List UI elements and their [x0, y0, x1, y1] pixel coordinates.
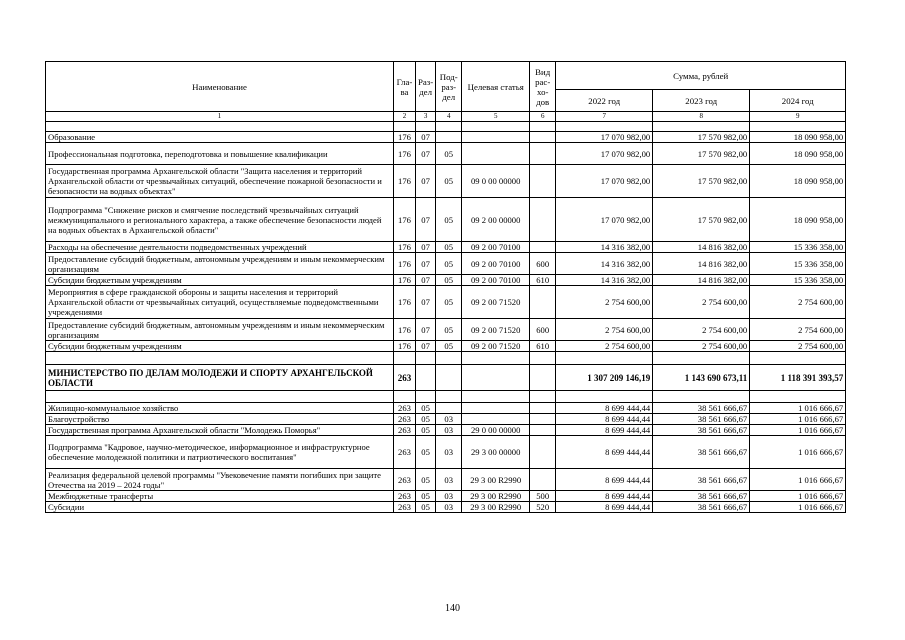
row-name-cell: Образование — [46, 132, 394, 143]
row-target-article-cell: 29 3 00 R2990 — [462, 502, 530, 513]
row-podrazdel-cell — [436, 132, 462, 143]
row-name-cell: МИНИСТЕРСТВО ПО ДЕЛАМ МОЛОДЕЖИ И СПОРТУ АРХАНГЕЛЬСКОЙ ОБЛАСТИ — [46, 365, 394, 391]
column-number: 3 — [416, 112, 436, 122]
budget-table — [45, 61, 846, 513]
row-podrazdel-cell — [436, 365, 462, 391]
row-glava-cell: 263 — [394, 502, 416, 513]
page-number: 140 — [445, 603, 460, 614]
row-sum-2022-cell — [556, 122, 653, 132]
column-number: 4 — [436, 112, 462, 122]
row-glava-cell: 263 — [394, 425, 416, 436]
row-expense-type-cell — [530, 469, 556, 491]
row-razdel-cell: 05 — [416, 414, 436, 425]
row-podrazdel-cell: 03 — [436, 469, 462, 491]
table-row — [46, 365, 846, 391]
row-sum-2024-cell: 1 016 666,67 — [750, 436, 846, 469]
row-name-cell: Межбюджетные трансферты — [46, 491, 394, 502]
row-name-cell: Благоустройство — [46, 414, 394, 425]
table-row — [46, 275, 846, 286]
row-expense-type-cell — [530, 286, 556, 319]
row-podrazdel-cell: 05 — [436, 165, 462, 198]
row-expense-type-cell — [530, 403, 556, 414]
column-number: 1 — [46, 112, 394, 122]
row-expense-type-cell: 600 — [530, 253, 556, 275]
row-razdel-cell: 05 — [416, 425, 436, 436]
row-expense-type-cell: 600 — [530, 319, 556, 341]
row-name-cell — [46, 352, 394, 365]
table-row — [46, 502, 846, 513]
column-numbers-row — [46, 112, 846, 122]
row-razdel-cell — [416, 365, 436, 391]
row-sum-2024-cell: 2 754 600,00 — [750, 341, 846, 352]
row-sum-2023-cell: 2 754 600,00 — [653, 319, 750, 341]
row-sum-2024-cell: 18 090 958,00 — [750, 143, 846, 165]
table-row — [46, 319, 846, 341]
row-target-article-cell: 29 3 00 00000 — [462, 436, 530, 469]
row-sum-2022-cell: 8 699 444,44 — [556, 414, 653, 425]
table-row — [46, 414, 846, 425]
row-sum-2022-cell: 8 699 444,44 — [556, 436, 653, 469]
row-name-cell — [46, 122, 394, 132]
row-razdel-cell: 07 — [416, 242, 436, 253]
table-row — [46, 425, 846, 436]
row-target-article-cell: 09 2 00 70100 — [462, 275, 530, 286]
row-target-article-cell: 09 0 00 00000 — [462, 165, 530, 198]
row-target-article-cell: 29 0 00 00000 — [462, 425, 530, 436]
row-podrazdel-cell: 05 — [436, 198, 462, 242]
row-target-article-cell: 29 3 00 R2990 — [462, 491, 530, 502]
row-razdel-cell: 07 — [416, 319, 436, 341]
row-sum-2022-cell: 8 699 444,44 — [556, 425, 653, 436]
row-podrazdel-cell: 05 — [436, 286, 462, 319]
row-name-cell: Субсидии бюджетным учреждениям — [46, 341, 394, 352]
row-sum-2024-cell: 2 754 600,00 — [750, 319, 846, 341]
column-number: 8 — [653, 112, 750, 122]
row-sum-2023-cell — [653, 352, 750, 365]
row-name-cell: Предоставление субсидий бюджетным, автономным учреждениям и иным некоммерческим организациям — [46, 319, 394, 341]
row-glava-cell: 176 — [394, 319, 416, 341]
row-target-article-cell: 09 2 00 70100 — [462, 242, 530, 253]
row-target-article-cell — [462, 352, 530, 365]
row-name-cell: Государственная программа Архангельской области "Молодежь Поморья" — [46, 425, 394, 436]
row-name-cell: Предоставление субсидий бюджетным, автономным учреждениям и иным некоммерческим организациям — [46, 253, 394, 275]
row-expense-type-cell: 610 — [530, 341, 556, 352]
column-number: 5 — [462, 112, 530, 122]
row-sum-2023-cell: 38 561 666,67 — [653, 436, 750, 469]
row-name-cell: Жилищно-коммунальное хозяйство — [46, 403, 394, 414]
row-target-article-cell: 09 2 00 71520 — [462, 341, 530, 352]
table-row — [46, 391, 846, 403]
row-glava-cell: 176 — [394, 341, 416, 352]
row-expense-type-cell — [530, 122, 556, 132]
row-razdel-cell — [416, 352, 436, 365]
row-sum-2024-cell — [750, 122, 846, 132]
row-sum-2023-cell: 38 561 666,67 — [653, 403, 750, 414]
row-sum-2022-cell: 14 316 382,00 — [556, 242, 653, 253]
table-row — [46, 253, 846, 275]
row-razdel-cell: 05 — [416, 502, 436, 513]
row-glava-cell: 176 — [394, 165, 416, 198]
row-sum-2024-cell: 18 090 958,00 — [750, 198, 846, 242]
row-sum-2023-cell — [653, 122, 750, 132]
row-glava-cell: 263 — [394, 365, 416, 391]
row-glava-cell: 176 — [394, 198, 416, 242]
table-row — [46, 242, 846, 253]
row-sum-2022-cell: 2 754 600,00 — [556, 341, 653, 352]
row-podrazdel-cell: 03 — [436, 414, 462, 425]
row-expense-type-cell — [530, 425, 556, 436]
row-glava-cell: 263 — [394, 403, 416, 414]
row-name-cell: Подпрограмма "Кадровое, научно-методическое, информационное и инфраструктурное обеспечение молодежной политики и патриотического воспитания" — [46, 436, 394, 469]
row-sum-2022-cell: 2 754 600,00 — [556, 286, 653, 319]
column-number: 6 — [530, 112, 556, 122]
row-name-cell: Субсидии бюджетным учреждениям — [46, 275, 394, 286]
row-name-cell: Подпрограмма "Снижение рисков и смягчение последствий чрезвычайных ситуаций межмуниципального и регионального характера, а также обеспечение безопасности людей на водных объектах в Архангельской области" — [46, 198, 394, 242]
row-target-article-cell — [462, 414, 530, 425]
row-sum-2022-cell — [556, 352, 653, 365]
row-glava-cell: 176 — [394, 143, 416, 165]
column-number: 7 — [556, 112, 653, 122]
row-sum-2023-cell: 17 570 982,00 — [653, 165, 750, 198]
row-sum-2023-cell: 38 561 666,67 — [653, 502, 750, 513]
row-sum-2024-cell: 18 090 958,00 — [750, 165, 846, 198]
row-sum-2023-cell: 17 570 982,00 — [653, 143, 750, 165]
row-podrazdel-cell: 05 — [436, 319, 462, 341]
row-sum-2022-cell: 14 316 382,00 — [556, 253, 653, 275]
row-expense-type-cell — [530, 414, 556, 425]
row-glava-cell: 263 — [394, 436, 416, 469]
row-expense-type-cell — [530, 352, 556, 365]
row-podrazdel-cell — [436, 391, 462, 403]
table-row — [46, 143, 846, 165]
table-row — [46, 132, 846, 143]
row-sum-2023-cell: 38 561 666,67 — [653, 491, 750, 502]
row-razdel-cell — [416, 122, 436, 132]
row-glava-cell: 176 — [394, 132, 416, 143]
row-target-article-cell: 09 2 00 71520 — [462, 286, 530, 319]
row-sum-2022-cell: 8 699 444,44 — [556, 403, 653, 414]
row-target-article-cell — [462, 391, 530, 403]
header-year-2024: 2024 год — [750, 90, 846, 112]
row-razdel-cell: 07 — [416, 143, 436, 165]
row-sum-2022-cell: 14 316 382,00 — [556, 275, 653, 286]
row-sum-2024-cell: 18 090 958,00 — [750, 132, 846, 143]
row-sum-2023-cell: 14 816 382,00 — [653, 275, 750, 286]
row-razdel-cell: 05 — [416, 469, 436, 491]
header-year-2022: 2022 год — [556, 90, 653, 112]
row-podrazdel-cell: 03 — [436, 491, 462, 502]
row-sum-2022-cell: 1 307 209 146,19 — [556, 365, 653, 391]
row-razdel-cell: 07 — [416, 341, 436, 352]
row-sum-2023-cell — [653, 391, 750, 403]
row-expense-type-cell: 500 — [530, 491, 556, 502]
row-expense-type-cell — [530, 198, 556, 242]
table-row — [46, 122, 846, 132]
row-sum-2024-cell: 15 336 358,00 — [750, 253, 846, 275]
row-podrazdel-cell: 03 — [436, 502, 462, 513]
header-podrazdel: Под-раз-дел — [436, 62, 462, 112]
row-sum-2024-cell: 15 336 358,00 — [750, 242, 846, 253]
row-podrazdel-cell: 03 — [436, 425, 462, 436]
row-sum-2024-cell: 2 754 600,00 — [750, 286, 846, 319]
row-sum-2024-cell — [750, 352, 846, 365]
row-target-article-cell: 29 3 00 R2990 — [462, 469, 530, 491]
row-glava-cell — [394, 352, 416, 365]
header-name: Наименование — [46, 62, 394, 112]
row-target-article-cell — [462, 143, 530, 165]
row-sum-2023-cell: 14 816 382,00 — [653, 242, 750, 253]
row-name-cell: Расходы на обеспечение деятельности подведомственных учреждений — [46, 242, 394, 253]
row-sum-2022-cell: 17 070 982,00 — [556, 198, 653, 242]
row-expense-type-cell — [530, 391, 556, 403]
column-number: 2 — [394, 112, 416, 122]
row-expense-type-cell — [530, 436, 556, 469]
row-expense-type-cell: 610 — [530, 275, 556, 286]
row-glava-cell — [394, 391, 416, 403]
row-target-article-cell — [462, 122, 530, 132]
table-row — [46, 286, 846, 319]
table-row — [46, 469, 846, 491]
row-target-article-cell — [462, 365, 530, 391]
row-razdel-cell: 07 — [416, 165, 436, 198]
row-sum-2024-cell: 1 016 666,67 — [750, 403, 846, 414]
row-sum-2022-cell: 17 070 982,00 — [556, 143, 653, 165]
row-name-cell: Государственная программа Архангельской области "Защита населения и территорий Архангельской области от чрезвычайных ситуаций, обеспечение пожарной безопасности и безопасности на водных объектах" — [46, 165, 394, 198]
row-podrazdel-cell: 05 — [436, 143, 462, 165]
row-expense-type-cell — [530, 165, 556, 198]
row-name-cell: Мероприятия в сфере гражданской обороны и защиты населения и территорий Архангельской области от чрезвычайных ситуаций, осуществляемые подведомственными учреждениями — [46, 286, 394, 319]
row-name-cell — [46, 391, 394, 403]
row-expense-type-cell: 520 — [530, 502, 556, 513]
row-sum-2024-cell: 1 016 666,67 — [750, 469, 846, 491]
row-sum-2024-cell: 1 016 666,67 — [750, 425, 846, 436]
row-razdel-cell: 05 — [416, 436, 436, 469]
row-target-article-cell: 09 2 00 00000 — [462, 198, 530, 242]
row-sum-2023-cell: 1 143 690 673,11 — [653, 365, 750, 391]
row-sum-2023-cell: 38 561 666,67 — [653, 414, 750, 425]
row-sum-2022-cell: 2 754 600,00 — [556, 319, 653, 341]
row-glava-cell — [394, 122, 416, 132]
row-sum-2022-cell: 8 699 444,44 — [556, 469, 653, 491]
header-year-2023: 2023 год — [653, 90, 750, 112]
row-target-article-cell: 09 2 00 71520 — [462, 319, 530, 341]
header-razdel: Раз-дел — [416, 62, 436, 112]
header-target-article: Целевая статья — [462, 62, 530, 112]
row-sum-2023-cell: 2 754 600,00 — [653, 286, 750, 319]
header-glava: Гла-ва — [394, 62, 416, 112]
row-podrazdel-cell — [436, 122, 462, 132]
row-sum-2022-cell — [556, 391, 653, 403]
table-row — [46, 436, 846, 469]
row-sum-2024-cell: 1 016 666,67 — [750, 502, 846, 513]
row-sum-2024-cell — [750, 391, 846, 403]
row-sum-2023-cell: 17 570 982,00 — [653, 198, 750, 242]
row-razdel-cell: 05 — [416, 491, 436, 502]
row-sum-2023-cell: 14 816 382,00 — [653, 253, 750, 275]
row-sum-2022-cell: 17 070 982,00 — [556, 165, 653, 198]
row-podrazdel-cell — [436, 352, 462, 365]
row-glava-cell: 263 — [394, 469, 416, 491]
row-expense-type-cell — [530, 365, 556, 391]
row-target-article-cell — [462, 403, 530, 414]
row-sum-2024-cell: 1 016 666,67 — [750, 414, 846, 425]
row-expense-type-cell — [530, 132, 556, 143]
row-razdel-cell: 07 — [416, 286, 436, 319]
row-name-cell: Реализация федеральной целевой программы "Увековечение памяти погибших при защите Отечества на 2019 – 2024 годы" — [46, 469, 394, 491]
row-sum-2024-cell: 1 118 391 393,57 — [750, 365, 846, 391]
row-razdel-cell: 07 — [416, 198, 436, 242]
row-expense-type-cell — [530, 242, 556, 253]
row-glava-cell: 176 — [394, 286, 416, 319]
table-row — [46, 198, 846, 242]
row-podrazdel-cell: 05 — [436, 341, 462, 352]
row-podrazdel-cell: 05 — [436, 242, 462, 253]
row-sum-2022-cell: 8 699 444,44 — [556, 502, 653, 513]
row-sum-2022-cell: 8 699 444,44 — [556, 491, 653, 502]
row-sum-2024-cell: 1 016 666,67 — [750, 491, 846, 502]
row-razdel-cell — [416, 391, 436, 403]
row-razdel-cell: 07 — [416, 253, 436, 275]
header-sum: Сумма, рублей — [556, 62, 846, 90]
row-razdel-cell: 05 — [416, 403, 436, 414]
row-expense-type-cell — [530, 143, 556, 165]
row-glava-cell: 263 — [394, 414, 416, 425]
table-row — [46, 403, 846, 414]
row-name-cell: Субсидии — [46, 502, 394, 513]
table-row — [46, 352, 846, 365]
column-number: 9 — [750, 112, 846, 122]
table-row — [46, 341, 846, 352]
row-podrazdel-cell — [436, 403, 462, 414]
row-podrazdel-cell: 05 — [436, 275, 462, 286]
table-row — [46, 491, 846, 502]
row-sum-2023-cell: 17 570 982,00 — [653, 132, 750, 143]
header-expense-type: Вид рас-хо-дов — [530, 62, 556, 112]
row-name-cell: Профессиональная подготовка, переподготовка и повышение квалификации — [46, 143, 394, 165]
row-glava-cell: 176 — [394, 275, 416, 286]
table-row — [46, 165, 846, 198]
row-sum-2023-cell: 2 754 600,00 — [653, 341, 750, 352]
row-sum-2024-cell: 15 336 358,00 — [750, 275, 846, 286]
row-sum-2022-cell: 17 070 982,00 — [556, 132, 653, 143]
row-sum-2023-cell: 38 561 666,67 — [653, 469, 750, 491]
row-sum-2023-cell: 38 561 666,67 — [653, 425, 750, 436]
row-glava-cell: 176 — [394, 242, 416, 253]
row-podrazdel-cell: 03 — [436, 436, 462, 469]
row-razdel-cell: 07 — [416, 275, 436, 286]
row-target-article-cell — [462, 132, 530, 143]
row-glava-cell: 176 — [394, 253, 416, 275]
row-podrazdel-cell: 05 — [436, 253, 462, 275]
row-razdel-cell: 07 — [416, 132, 436, 143]
row-target-article-cell: 09 2 00 70100 — [462, 253, 530, 275]
row-glava-cell: 263 — [394, 491, 416, 502]
